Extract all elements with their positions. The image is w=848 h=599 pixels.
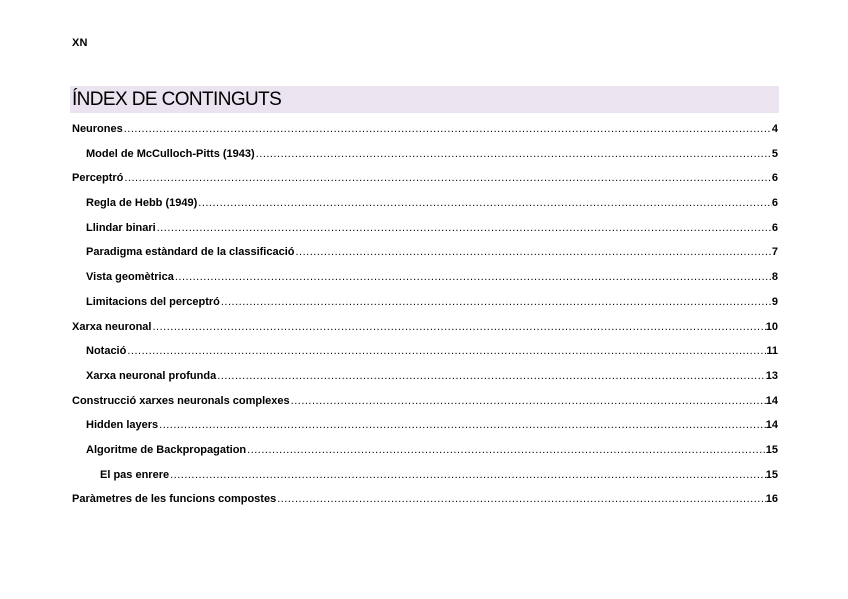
toc-dot-leader: [276, 489, 766, 509]
toc-entry[interactable]: [72, 168, 778, 193]
toc-entry-page: 14: [765, 419, 778, 432]
toc-dot-leader: [156, 218, 772, 238]
toc-entry-page: 6: [771, 172, 778, 185]
toc-dot-leader: [126, 341, 766, 361]
toc-entry-page: 6: [771, 197, 778, 210]
toc-entry-title: Xarxa neuronal: [72, 320, 152, 333]
toc-entry[interactable]: [72, 341, 778, 366]
toc-dot-leader: [294, 242, 771, 262]
toc-entry-title: El pas enrere: [100, 468, 170, 481]
toc-dot-leader: [246, 440, 766, 460]
toc-entry-page: 11: [766, 345, 778, 358]
toc-heading: ÍNDEX DE CONTINGUTS: [70, 86, 779, 113]
toc-entry-page: 8: [771, 271, 778, 284]
toc-dot-leader: [151, 317, 765, 337]
toc-dot-leader: [123, 119, 772, 139]
toc-entry-page: 15: [765, 443, 778, 456]
toc-dot-leader: [290, 391, 766, 411]
toc-entry-page: 6: [771, 221, 778, 234]
toc-entry-page: 13: [765, 369, 778, 382]
running-header: XN: [72, 37, 88, 49]
toc-entry-title: Model de McCulloch-Pitts (1943): [86, 147, 255, 160]
toc-entry-page: 14: [765, 394, 778, 407]
toc-entry[interactable]: [72, 144, 778, 169]
toc-entry-page: 9: [771, 295, 778, 308]
toc-dot-leader: [174, 267, 772, 287]
toc-entry-page: 7: [771, 246, 778, 259]
toc-entry[interactable]: [72, 292, 778, 317]
toc-entry-title: Vista geomètrica: [86, 271, 174, 284]
toc-entry[interactable]: [72, 317, 778, 342]
toc-entry-title: Paradigma estàndard de la classificació: [86, 246, 295, 259]
toc-entry[interactable]: [72, 465, 778, 490]
toc-entry-title: Neurones: [72, 123, 123, 135]
toc-dot-leader: [158, 415, 766, 435]
toc-entry[interactable]: [72, 193, 778, 218]
toc-entry-page: 10: [765, 320, 778, 333]
toc-entry[interactable]: [72, 267, 778, 292]
toc-entry-page: 16: [765, 493, 778, 506]
toc-dot-leader: [220, 292, 772, 312]
toc-entry[interactable]: [72, 242, 778, 267]
toc-entry[interactable]: [72, 489, 778, 514]
toc-dot-leader: [169, 465, 766, 485]
toc-entry-title: Limitacions del perceptró: [86, 295, 220, 308]
toc-entry-title: Regla de Hebb (1949): [86, 197, 198, 210]
toc-entry-title: Llindar binari: [86, 221, 156, 234]
toc-entry-title: Paràmetres de les funcions compostes: [72, 493, 277, 506]
toc-entry-title: Notació: [86, 345, 127, 358]
toc-entry-title: Xarxa neuronal profunda: [86, 369, 217, 382]
toc-entry[interactable]: [72, 218, 778, 243]
toc-dot-leader: [216, 366, 766, 386]
toc-entry[interactable]: [72, 366, 778, 391]
toc-entry-page: 15: [765, 468, 778, 481]
toc-entry[interactable]: [72, 440, 778, 465]
toc-entry[interactable]: [72, 415, 778, 440]
toc-dot-leader: [123, 168, 772, 188]
toc-entry-title: Hidden layers: [86, 419, 159, 432]
toc-dot-leader: [255, 144, 772, 164]
toc-entry-title: Construcció xarxes neuronals complexes: [72, 394, 290, 407]
toc-entry-title: Perceptró: [72, 172, 124, 185]
toc-entry[interactable]: [72, 119, 778, 144]
toc-entry-page: 4: [771, 123, 778, 135]
toc-dot-leader: [197, 193, 772, 213]
toc-entry-title: Algoritme de Backpropagation: [86, 443, 247, 456]
toc-entry-page: 5: [771, 147, 778, 160]
toc-entry[interactable]: [72, 391, 778, 416]
toc-list: [72, 119, 778, 514]
